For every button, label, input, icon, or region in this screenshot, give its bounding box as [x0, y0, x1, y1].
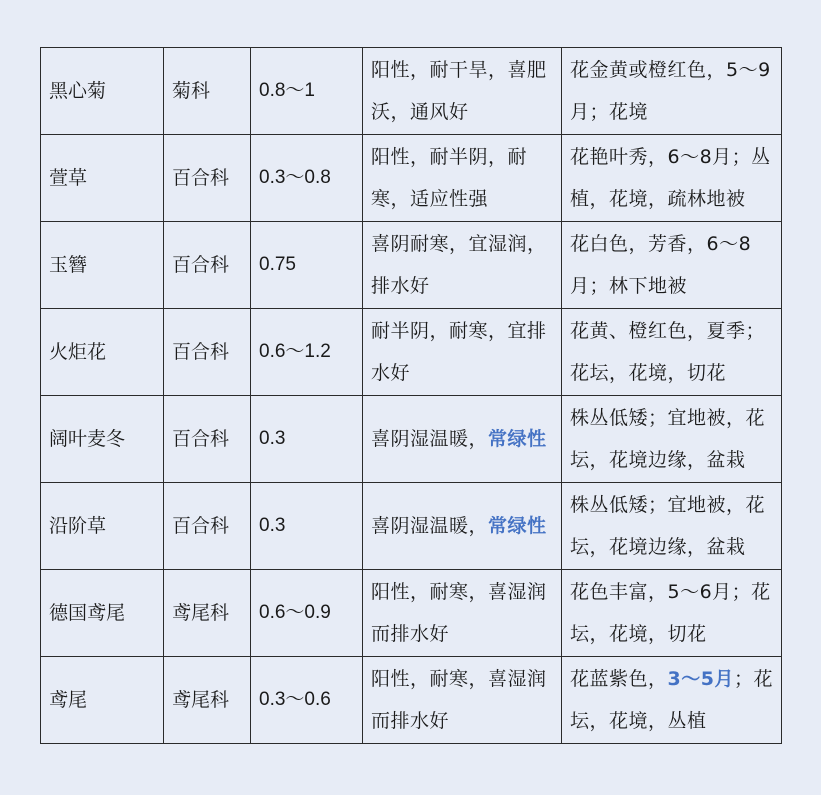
plant-habit-cell — [363, 222, 562, 309]
cell-text: 阳性，耐寒，喜湿润而排水好 — [371, 581, 547, 645]
plant-height-cell: 0.75 — [251, 222, 363, 309]
cell-text: 喜阴湿温暖， — [371, 428, 489, 450]
plant-use-cell — [562, 222, 782, 309]
plant-family-cell: 百合科 — [164, 309, 251, 396]
table-row — [41, 222, 782, 309]
plant-habit-cell — [363, 657, 562, 744]
plant-family-cell: 鸢尾科 — [164, 657, 251, 744]
plant-name-cell: 火炬花 — [41, 309, 164, 396]
plant-height-cell: 0.3～0.6 — [251, 657, 363, 744]
plant-habit-cell — [363, 396, 562, 483]
plant-name-cell: 玉簪 — [41, 222, 164, 309]
plant-height-cell: 0.6～0.9 — [251, 570, 363, 657]
cell-text: 花白色，芳香，6～8月；林下地被 — [570, 233, 752, 297]
plant-use-cell — [562, 570, 782, 657]
plant-family-cell: 百合科 — [164, 222, 251, 309]
table-row — [41, 396, 782, 483]
cell-text: 花黄、橙红色，夏季；花坛，花境，切花 — [570, 320, 766, 384]
table-row — [41, 135, 782, 222]
highlighted-text: 3～5月 — [667, 668, 734, 690]
cell-text: 株丛低矮；宜地被，花坛，花境边缘，盆栽 — [570, 494, 766, 558]
table-row — [41, 657, 782, 744]
cell-text: 阳性，耐半阴，耐寒，适应性强 — [371, 146, 528, 210]
plant-height-cell: 0.6～1.2 — [251, 309, 363, 396]
plant-habit-cell — [363, 309, 562, 396]
plant-name-cell: 黑心菊 — [41, 48, 164, 135]
cell-text: 阳性，耐寒，喜湿润而排水好 — [371, 668, 547, 732]
plant-family-cell: 百合科 — [164, 135, 251, 222]
cell-text: 花蓝紫色， — [570, 668, 668, 690]
plant-name-cell: 萱草 — [41, 135, 164, 222]
cell-text: 耐半阴，耐寒，宜排水好 — [371, 320, 547, 384]
plant-use-cell — [562, 483, 782, 570]
plant-table — [40, 47, 782, 744]
table-row — [41, 570, 782, 657]
cell-text: 喜阴耐寒，宜湿润，排水好 — [371, 233, 547, 297]
plant-family-cell: 百合科 — [164, 483, 251, 570]
cell-text: 花艳叶秀，6～8月；丛植，花境，疏林地被 — [570, 146, 771, 210]
highlighted-text: 常绿性 — [488, 515, 547, 537]
plant-use-cell — [562, 48, 782, 135]
table-row — [41, 309, 782, 396]
plant-height-cell: 0.3 — [251, 483, 363, 570]
plant-habit-cell — [363, 135, 562, 222]
plant-name-cell: 沿阶草 — [41, 483, 164, 570]
plant-height-cell: 0.3～0.8 — [251, 135, 363, 222]
plant-name-cell: 德国鸢尾 — [41, 570, 164, 657]
cell-text: 株丛低矮；宜地被，花坛，花境边缘，盆栽 — [570, 407, 766, 471]
plant-family-cell: 百合科 — [164, 396, 251, 483]
plant-habit-cell — [363, 48, 562, 135]
table-row — [41, 48, 782, 135]
cell-text: 阳性，耐干旱，喜肥沃，通风好 — [371, 59, 547, 123]
plant-height-cell: 0.3 — [251, 396, 363, 483]
plant-habit-cell — [363, 483, 562, 570]
cell-text: 喜阴湿温暖， — [371, 515, 489, 537]
cell-text: ；花坛，花境，丛植 — [570, 668, 773, 732]
cell-text: 花金黄或橙红色，5～9月；花境 — [570, 59, 771, 123]
plant-name-cell: 阔叶麦冬 — [41, 396, 164, 483]
plant-use-cell — [562, 135, 782, 222]
plant-use-cell — [562, 657, 782, 744]
plant-family-cell: 鸢尾科 — [164, 570, 251, 657]
cell-text: 花色丰富，5～6月；花坛，花境，切花 — [570, 581, 771, 645]
plant-table-body — [41, 48, 782, 744]
table-row — [41, 483, 782, 570]
plant-family-cell: 菊科 — [164, 48, 251, 135]
plant-name-cell: 鸢尾 — [41, 657, 164, 744]
plant-use-cell — [562, 309, 782, 396]
plant-habit-cell — [363, 570, 562, 657]
plant-use-cell — [562, 396, 782, 483]
plant-height-cell: 0.8～1 — [251, 48, 363, 135]
highlighted-text: 常绿性 — [488, 428, 547, 450]
